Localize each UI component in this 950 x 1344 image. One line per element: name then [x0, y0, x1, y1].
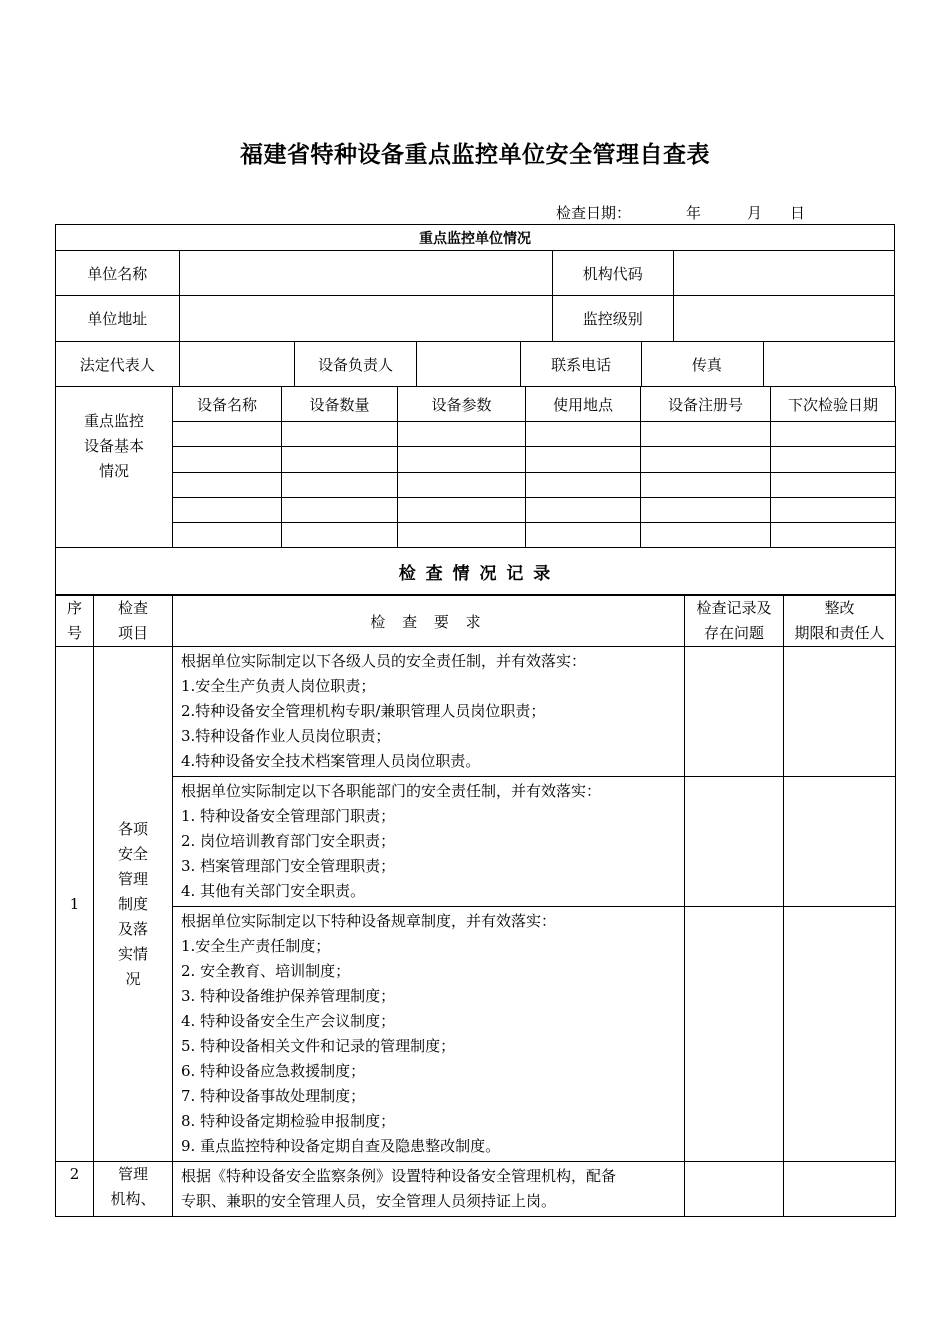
legal-rep-label: 法定代表人 [56, 342, 180, 387]
item2-no: 2 [56, 1162, 94, 1217]
address-field[interactable] [179, 296, 552, 342]
table-row [56, 777, 896, 907]
table-row [56, 1162, 896, 1217]
item1-requirement-c: 根据单位实际制定以下特种设备规章制度，并有效落实： 1.安全生产责任制度； 2. 安全教育、培训制度； 3. 特种设备维护保养管理制度； 4. 特种设备安全生产会议制度； 5. 特种设备相关文件和记录的管理制度； 6. 特种设备应急救援制度； 7. 特种设备事故处理制度； 8. 特种设备定期检验申报制度； 9. 重点监控特种设备定期自查及隐患整改制度。 [173, 907, 685, 1162]
item1-requirement-a: 根据单位实际制定以下各级人员的安全责任制，并有效落实： 1.安全生产负责人岗位职责； 2.特种设备安全管理机构专职/兼职管理人员岗位职责； 3.特种设备作业人员岗位职责； 4.特种设备安全技术档案管理人员岗位职责。 [173, 647, 685, 777]
unit-info-table [55, 224, 895, 387]
fax-label: 传真 [691, 355, 722, 374]
org-code-label: 机构代码 [552, 251, 673, 296]
equip-row [56, 447, 896, 473]
record-section-header: 检 查 情 况 记 录 [56, 548, 896, 595]
col-fix-header: 整改 期限和责任人 [784, 596, 896, 647]
day-label: 日 [790, 204, 806, 222]
item1-name: 各项 安全 管理 制度 及落 实情 况 [94, 647, 173, 1162]
col-no-header: 序 号 [56, 596, 94, 647]
item2-requirement: 根据《特种设备安全监察条例》设置特种设备安全管理机构，配备 专职、兼职的安全管理人员，安全管理人员须持证上岗。 [173, 1162, 685, 1217]
monitor-level-field[interactable] [674, 296, 895, 342]
item1-no: 1 [56, 647, 94, 1162]
fax-cell [691, 342, 894, 387]
table-row [56, 907, 896, 1162]
equip-manager-field[interactable] [417, 342, 521, 387]
col-equip-name: 设备名称 [173, 387, 282, 422]
item1a-record-field[interactable] [685, 647, 784, 777]
month-label: 月 [747, 204, 763, 222]
item1b-fix-field[interactable] [784, 777, 896, 907]
unit-name-label: 单位名称 [56, 251, 180, 296]
equip-row [56, 422, 896, 447]
unit-section-header: 重点监控单位情况 [56, 225, 895, 251]
item1c-record-field[interactable] [685, 907, 784, 1162]
unit-name-field[interactable] [179, 251, 552, 296]
col-next-inspection: 下次检验日期 [771, 387, 896, 422]
year-label: 年 [686, 204, 702, 222]
monitor-level-label: 监控级别 [552, 296, 673, 342]
col-item-header: 检查 项目 [94, 596, 173, 647]
equip-manager-label: 设备负责人 [294, 342, 417, 387]
inspection-record-table [55, 595, 896, 1217]
item2-name: 管理 机构、 [94, 1162, 173, 1217]
equip-row [56, 523, 896, 548]
page-title: 福建省特种设备重点监控单位安全管理自查表 [240, 142, 710, 168]
equip-row [56, 498, 896, 523]
item1a-fix-field[interactable] [784, 647, 896, 777]
col-equip-reg-no: 设备注册号 [641, 387, 771, 422]
org-code-field[interactable] [674, 251, 895, 296]
col-requirement-header: 检 查 要 求 [173, 596, 685, 647]
check-date-line [556, 202, 805, 223]
phone-label: 联系电话 [520, 342, 641, 387]
col-equip-params: 设备参数 [398, 387, 526, 422]
table-row [56, 647, 896, 777]
col-equip-location: 使用地点 [526, 387, 641, 422]
item1c-fix-field[interactable] [784, 907, 896, 1162]
col-record-header: 检查记录及 存在问题 [685, 596, 784, 647]
equip-row [56, 473, 896, 498]
item1-requirement-b: 根据单位实际制定以下各职能部门的安全责任制，并有效落实： 1. 特种设备安全管理部门职责； 2. 岗位培训教育部门安全职责； 3. 档案管理部门安全管理职责； 4. 其他有关部门安全职责。 [173, 777, 685, 907]
item2-record-field[interactable] [685, 1162, 784, 1217]
legal-rep-field[interactable] [179, 342, 294, 387]
item2-fix-field[interactable] [784, 1162, 896, 1217]
col-equip-qty: 设备数量 [282, 387, 398, 422]
item1b-record-field[interactable] [685, 777, 784, 907]
equipment-table [55, 386, 896, 595]
equip-info-label: 重点监控 设备基本 情况 [56, 387, 173, 548]
check-date-label: 检查日期： [556, 204, 632, 222]
address-label: 单位地址 [56, 296, 180, 342]
